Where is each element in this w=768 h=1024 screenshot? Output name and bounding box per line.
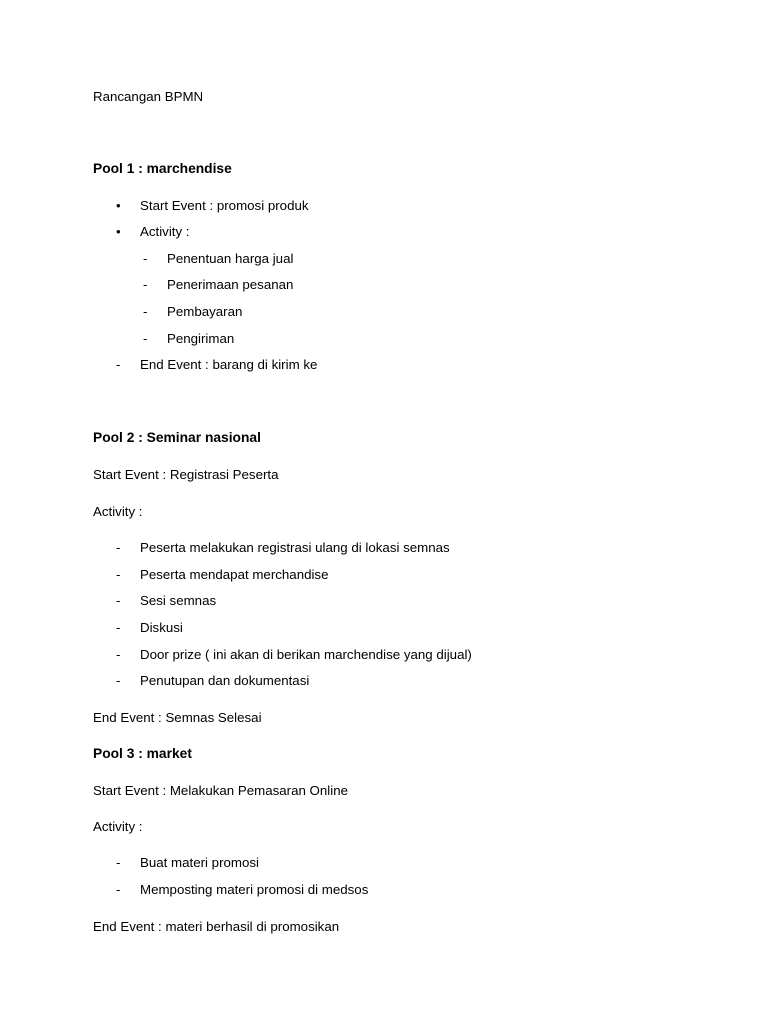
- pool2-activity-label: Activity :: [93, 504, 143, 519]
- pool2-activity: Peserta mendapat merchandise: [140, 567, 329, 582]
- pool2-activity: Peserta melakukan registrasi ulang di lokasi semnas: [140, 540, 450, 555]
- dash-marker: -: [143, 251, 148, 266]
- pool2-end-event: End Event : Semnas Selesai: [93, 710, 262, 725]
- dash-marker: -: [116, 882, 121, 897]
- pool3-activity: Memposting materi promosi di medsos: [140, 882, 369, 897]
- dash-marker: -: [116, 567, 121, 582]
- pool1-start-event: Start Event : promosi produk: [140, 198, 309, 213]
- pool1-activity: Pembayaran: [167, 304, 243, 319]
- dash-marker: -: [116, 855, 121, 870]
- pool1-activity: Penerimaan pesanan: [167, 277, 294, 292]
- dash-marker: -: [116, 593, 121, 608]
- bullet-icon: •: [116, 198, 121, 213]
- dash-marker: -: [116, 647, 121, 662]
- document-title: Rancangan BPMN: [93, 89, 204, 104]
- pool2-activity: Door prize ( ini akan di berikan marchendise yang dijual): [140, 647, 472, 662]
- pool1-end-event: End Event : barang di kirim ke: [140, 357, 318, 372]
- dash-marker: -: [143, 277, 148, 292]
- bullet-icon: •: [116, 224, 121, 239]
- dash-marker: -: [143, 331, 148, 346]
- dash-marker: -: [116, 673, 121, 688]
- pool1-activity: Pengiriman: [167, 331, 235, 346]
- pool1-heading: Pool 1 : marchendise: [93, 161, 232, 176]
- pool2-start-event: Start Event : Registrasi Peserta: [93, 467, 279, 482]
- pool1-activity: Penentuan harga jual: [167, 251, 294, 266]
- dash-marker: -: [143, 304, 148, 319]
- pool3-activity-label: Activity :: [93, 819, 143, 834]
- pool3-activity: Buat materi promosi: [140, 855, 259, 870]
- dash-marker: -: [116, 357, 121, 372]
- pool3-start-event: Start Event : Melakukan Pemasaran Online: [93, 783, 348, 798]
- pool2-activity: Diskusi: [140, 620, 183, 635]
- pool3-end-event: End Event : materi berhasil di promosikan: [93, 919, 340, 934]
- pool1-activity-label: Activity :: [140, 224, 190, 239]
- dash-marker: -: [116, 620, 121, 635]
- pool2-activity: Sesi semnas: [140, 593, 217, 608]
- pool3-heading: Pool 3 : market: [93, 746, 192, 761]
- pool2-activity: Penutupan dan dokumentasi: [140, 673, 310, 688]
- dash-marker: -: [116, 540, 121, 555]
- pool2-heading: Pool 2 : Seminar nasional: [93, 430, 261, 445]
